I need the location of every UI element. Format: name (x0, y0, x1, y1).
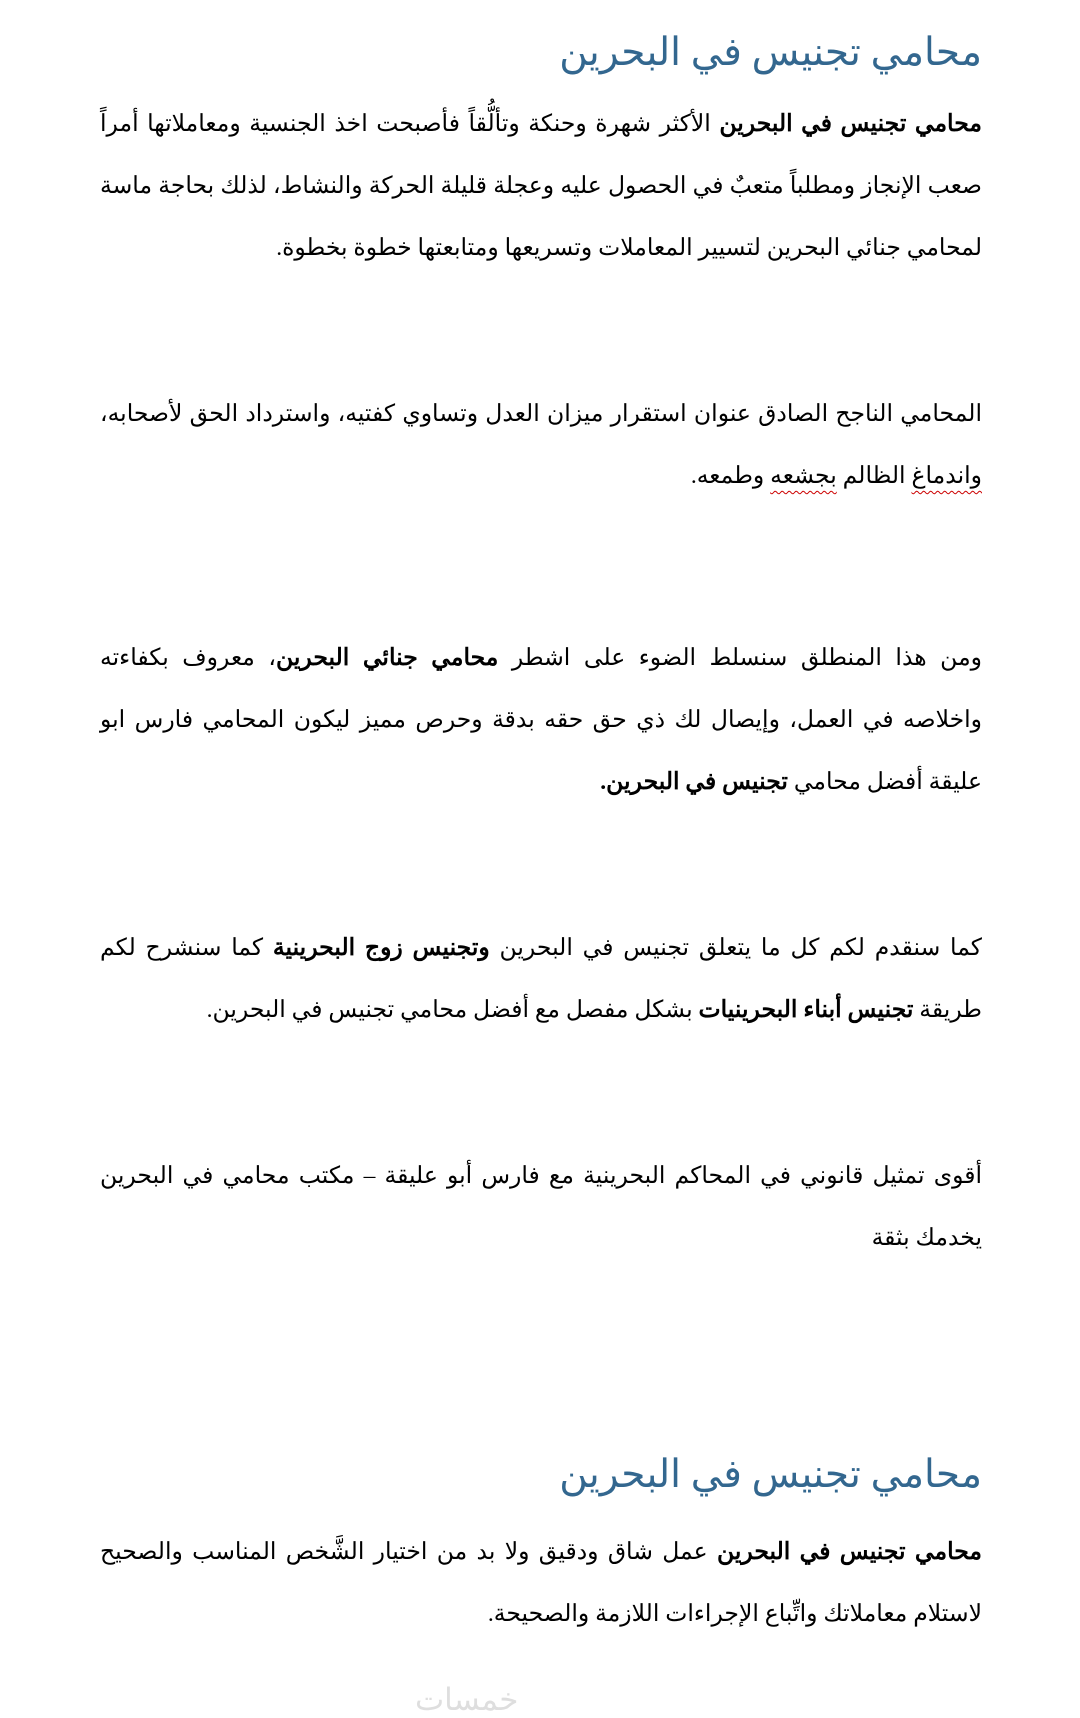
document-sections (100, 26, 982, 1645)
heading-bottom: محامي تجنيس في البحرين (559, 1453, 982, 1496)
text-run: الظالم (836, 463, 912, 489)
text-run: المحامي الناجح الصادق عنوان استقرار ميزان العدل وتساوي كفتيه، واسترداد الحق لأصحابه، (100, 401, 982, 427)
khamsat-watermark: خمسات (415, 1682, 519, 1717)
text-run: كما سنقدم لكم كل ما يتعلق تجنيس في البحرين (489, 935, 982, 961)
heading-top: محامي تجنيس في البحرين (559, 31, 982, 74)
bold-text-run: تجنيس في البحرين. (600, 769, 788, 795)
para-spotlight (100, 627, 982, 813)
text-run: كما سنشرح لكم طريقة (100, 935, 982, 1023)
para-intro (100, 93, 982, 279)
para-justice (100, 383, 982, 507)
text-run: أقوى تمثيل قانوني في المحاكم البحرينية مع فارس أبو عليقة – مكتب محامي في البحرين يخدمك بثقة (100, 1163, 982, 1251)
text-run: بشكل مفصل مع أفضل محامي تجنيس في البحرين. (206, 997, 699, 1023)
text-run: عمل شاق ودقيق ولا بد من اختيار الشَّخص المناسب والصحيح لاستلام معاملاتك واتِّباع الإجراءات اللازمة والصحيحة. (100, 1539, 982, 1627)
text-run: الأكثر شهرة وحنكة وتألُّقاً فأصبحت اخذ الجنسية ومعاملاتها أمراً صعب الإنجاز ومطلباً متعبٌ في الحصول عليه وعجلة قليلة الحركة والنشاط، لذلك بحاجة ماسة لمحامي جنائي البحرين لتسيير المعاملات وتسريعها ومتابعتها خطوة بخطوة. (100, 111, 982, 261)
bold-text-run: محامي تجنيس في البحرين (719, 111, 982, 137)
para-services (100, 917, 982, 1041)
text-run: ، معروف بكفاءته واخلاصه في العمل، وإيصال لك ذي حق حقه بدقة وحرص مميز ليكون المحامي فارس ابو عليقة أفضل محامي (100, 645, 982, 795)
text-run: وطمعه. (690, 463, 771, 489)
misspelled-text-run: بجشعه (770, 463, 837, 489)
bold-text-run: محامي جنائي البحرين (275, 645, 499, 671)
bold-text-run: وتجنيس زوج البحرينية (272, 935, 490, 961)
misspelled-text-run: واندماغ (911, 463, 982, 489)
bold-text-run: محامي تجنيس في البحرين (716, 1539, 982, 1565)
para-closing (100, 1521, 982, 1645)
text-run: ومن هذا المنطلق سنسلط الضوء على اشطر (498, 645, 983, 671)
para-representation (100, 1145, 982, 1269)
bold-text-run: تجنيس أبناء البحرينيات (698, 997, 914, 1023)
